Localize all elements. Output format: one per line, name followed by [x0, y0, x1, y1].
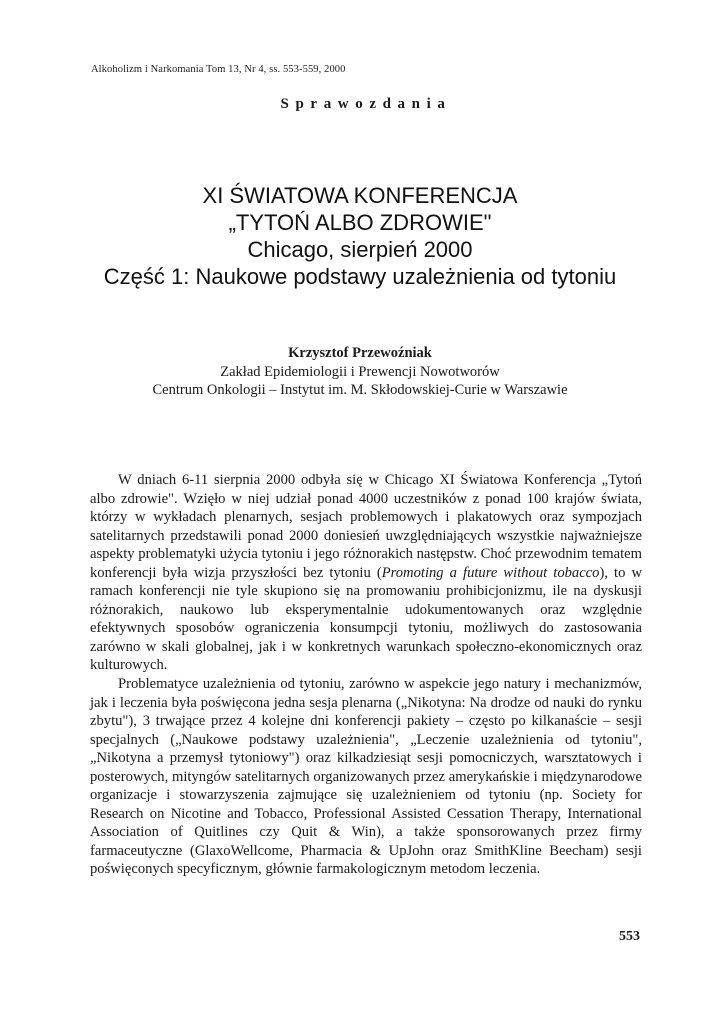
- title-line-3: Chicago, sierpień 2000: [247, 237, 473, 262]
- title-line-4: Część 1: Naukowe podstawy uzależnienia od tytoniu: [103, 264, 617, 289]
- author-name: Krzysztof Przewoźniak: [288, 345, 432, 361]
- title-line-2: „TYTOŃ ALBO ZDROWIE": [228, 210, 492, 235]
- paragraph-1-part-a: W dniach 6-11 sierpnia 2000 odbyła się w Chicago XI Światowa Konferencja „Tytoń albo zdrowie". Wzięło w niej udział ponad 4000 uczestników z ponad 100 krajów świata, którzy w wykładach plenarnych, sesjach problemowych i plakatowych oraz sympozjach satelitarnych przedstawili ponad 2000 doniesień uwzględniających wszystkie najważniejsze aspekty problematyki użycia tytoniu i jego różnorakich następstw. Choć przewodnim tematem konferencji była wizja przyszłości bez tytoniu (: [90, 472, 642, 581]
- title-line-1: XI ŚWIATOWA KONFERENCJA: [202, 183, 518, 208]
- article-title: [90, 182, 630, 290]
- paragraph-1: [90, 471, 642, 675]
- author-affiliation-1: Zakład Epidemiologii i Prewencji Nowotworów: [220, 363, 500, 380]
- body-text: [90, 471, 642, 879]
- page-number: 553: [619, 929, 640, 944]
- paragraph-1-part-b: ), to w ramach konferencji nie tyle skupiono się na promowaniu prohibicjonizmu, ile na dyskusji różnorakich, naukowo lub eksperymentalnie udokumentowanych oraz względnie efektywnych sposobów ograniczenia konsumpcji tytoniu, możliwych do zastosowania zarówno w skali globalnej, jak i w konkretnych warunkach społeczno-ekonomicznych oraz kulturowych.: [90, 564, 643, 674]
- paragraph-1-italic-title: Promoting a future without tobacco: [381, 564, 600, 581]
- running-head: Alkoholizm i Narkomania Tom 13, Nr 4, ss. 553-559, 2000: [91, 64, 346, 75]
- author-block: [90, 344, 630, 400]
- author-affiliation-2: Centrum Onkologii – Instytut im. M. Skłodowskiej-Curie w Warszawie: [152, 382, 568, 398]
- section-label: Sprawozdania: [280, 96, 452, 112]
- paragraph-2: Problematyce uzależnienia od tytoniu, zarówno w aspekcie jego natury i mechanizmów, jak i leczenia była poświęcona jedna sesja plenarna („Nikotyna: Na drodze od nauki do rynku zbytu"), 3 trwające przez 4 kolejne dni konferencji pakiety – często po kilkanaście – sesji specjalnych („Naukowe podstawy uzależnienia", „Leczenie uzależnienia od tytoniu", „Nikotyna a przemysł tytoniowy") oraz kilkadziesiąt sesji pomocniczych, warsztatowych i posterowych, mityngów satelitarnych organizowanych przez amerykańskie i międzynarodowe organizacje i stowarzyszenia zajmujące się uzależnieniem od tytoniu (np. Society for Research on Nicotine and Tobacco, Professional Assisted Cessation Therapy, International Association of Quitlines czy Quit & Win), a także sponsorowanych przez firmy farmaceutyczne (GlaxoWellcome, Pharmacia & UpJohn oraz SmithKline Beecham) sesji poświęconych specyficznym, głównie farmakologicznym metodom leczenia.: [90, 676, 642, 878]
